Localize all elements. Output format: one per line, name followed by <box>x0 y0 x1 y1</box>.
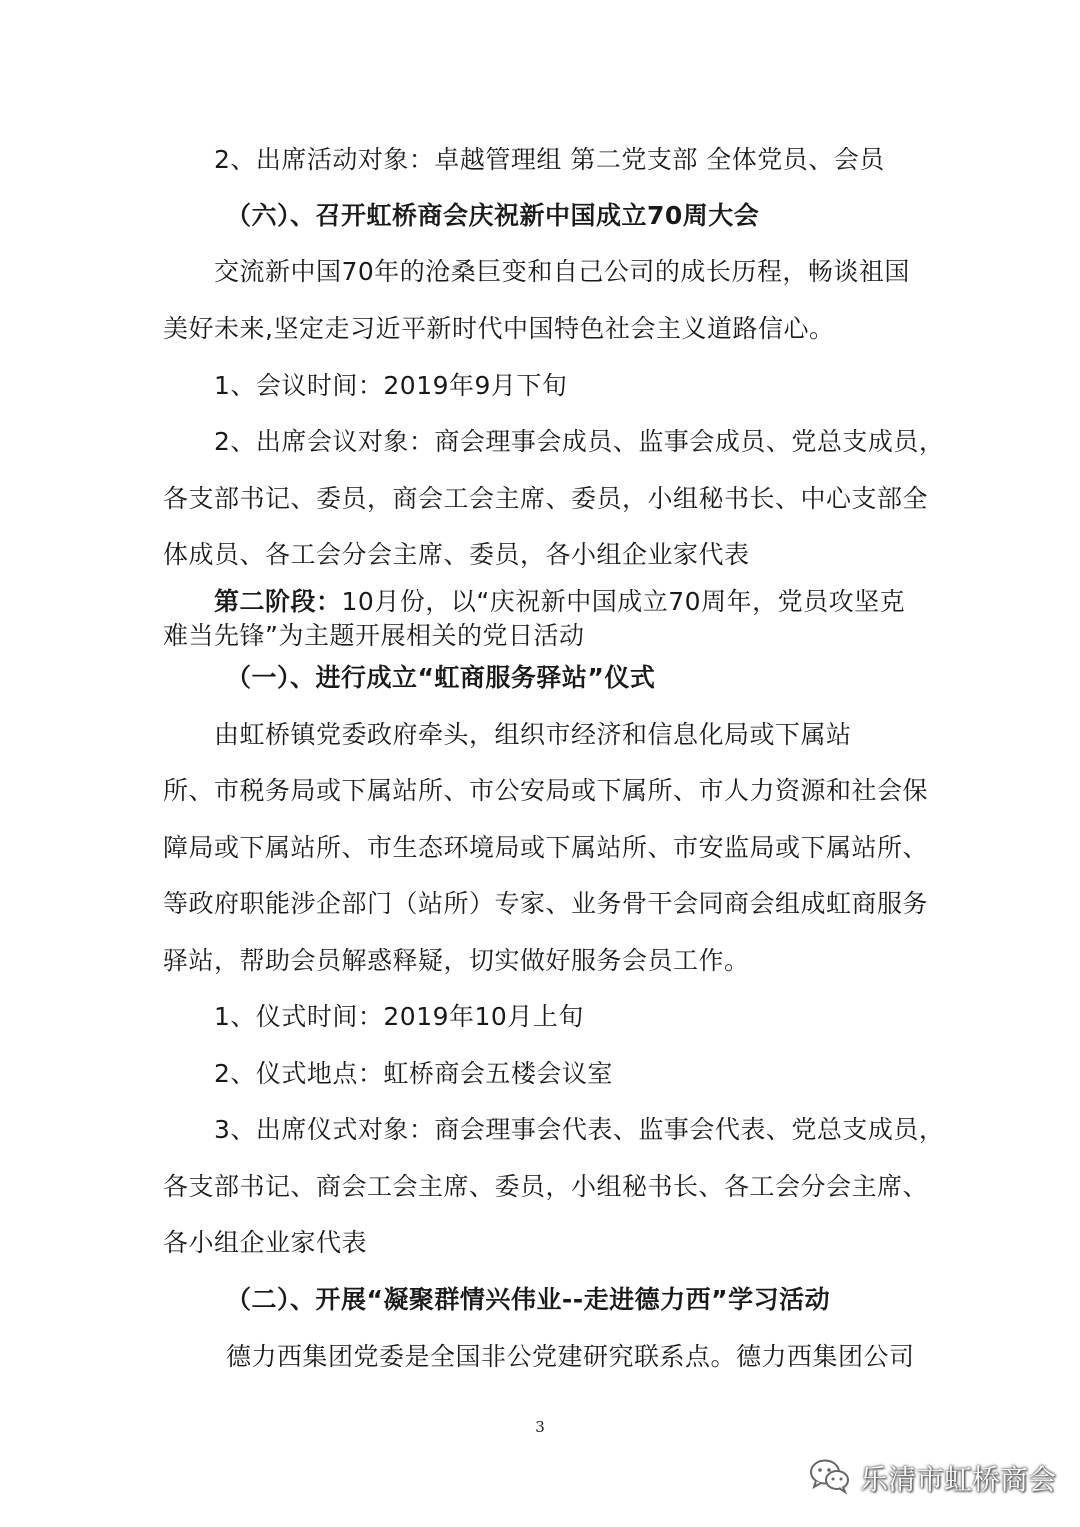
page-number: 3 <box>535 1418 545 1436</box>
section-heading: （二）、开展“凝聚群情兴伟业--走进德力西”学习活动 <box>226 1285 831 1314</box>
text-line: 各小组企业家代表 <box>163 1228 368 1257</box>
text-line: 所、市税务局或下属站所、市公安局或下属所、市人力资源和社会保 <box>163 776 929 805</box>
text-line: 难当先锋”为主题开展相关的党日活动 <box>163 621 585 650</box>
text-line: 德力西集团党委是全国非公党建研究联系点。德力西集团公司 <box>226 1342 915 1371</box>
text-line: 2、出席活动对象：卓越管理组 第二党支部 全体党员、会员 <box>214 145 885 174</box>
stage-line <box>214 584 924 620</box>
text-line: 体成员、各工会分会主席、委员，各小组企业家代表 <box>163 540 750 569</box>
section-heading: （六）、召开虹桥商会庆祝新中国成立70周大会 <box>226 201 760 230</box>
text-line: 驿站，帮助会员解惑释疑，切实做好服务会员工作。 <box>163 946 750 975</box>
text-line: 1、仪式时间：2019年10月上旬 <box>214 1002 584 1031</box>
text-line: 3、出席仪式对象：商会理事会代表、监事会代表、党总支成员， <box>214 1115 945 1144</box>
text-line: 各支部书记、商会工会主席、委员，小组秘书长、各工会分会主席、 <box>163 1172 929 1201</box>
text-line: 2、出席会议对象：商会理事会成员、监事会成员、党总支成员， <box>214 427 945 456</box>
text-line: 由虹桥镇党委政府牵头，组织市经济和信息化局或下属站 <box>214 720 852 749</box>
watermark-text: 乐清市虹桥商会 <box>860 1463 1057 1496</box>
stage-label: 第二阶段： <box>214 587 342 616</box>
section-heading: （一）、进行成立“虹商服务驿站”仪式 <box>226 663 656 692</box>
text-line: 障局或下属站所、市生态环境局或下属站所、市安监局或下属站所、 <box>163 833 929 862</box>
stage-text: 10月份，以“庆祝新中国成立70周年，党员攻坚克 <box>341 587 906 616</box>
watermark <box>808 1453 1068 1503</box>
wechat-icon <box>808 1457 852 1499</box>
text-line: 1、会议时间：2019年9月下旬 <box>214 371 568 400</box>
text-line: 等政府职能涉企部门（站所）专家、业务骨干会同商会组成虹商服务 <box>163 889 929 918</box>
text-line: 交流新中国70年的沧桑巨变和自己公司的成长历程，畅谈祖国 <box>214 257 910 286</box>
text-line: 2、仪式地点：虹桥商会五楼会议室 <box>214 1059 613 1088</box>
text-line: 美好未来,坚定走习近平新时代中国特色社会主义道路信心。 <box>163 314 835 343</box>
text-line: 各支部书记、委员，商会工会主席、委员，小组秘书长、中心支部全 <box>163 484 929 513</box>
